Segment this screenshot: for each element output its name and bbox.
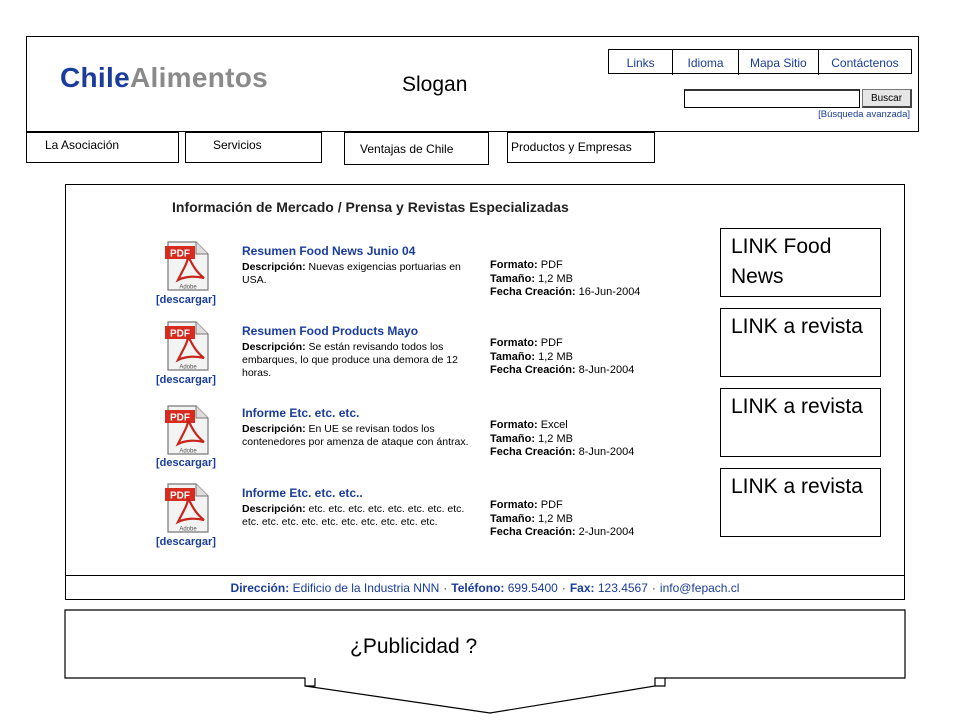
item-title-link[interactable]: Informe Etc. etc. etc.. [242, 486, 363, 500]
svg-text:PDF: PDF [170, 248, 190, 260]
side-link-revista-3[interactable]: LINK a revista [720, 468, 881, 537]
footer-address: Edificio de la Industria NNN [292, 581, 440, 595]
item-meta: Formato: PDF Tamaño: 1,2 MB Fecha Creación: 2-Jun-2004 [490, 499, 635, 538]
search-input[interactable] [684, 89, 860, 108]
advertising-panel[interactable] [0, 600, 960, 720]
item-description: Descripción: Nuevas exigencias portuarias en USA. [242, 261, 461, 286]
nav-tab-ventajas-de-chile[interactable] [344, 132, 489, 165]
item-meta: Formato: PDF Tamaño: 1,2 MB Fecha Creación: 8-Jun-2004 [490, 337, 635, 376]
item-meta: Formato: PDF Tamaño: 1,2 MB Fecha Creación: 16-Jun-2004 [490, 259, 641, 298]
download-link[interactable]: [descargar] [156, 457, 216, 469]
search-button[interactable]: Buscar [862, 89, 912, 108]
nav-tab-label: Ventajas de Chile [360, 142, 454, 156]
footer-phone-label: Teléfono: [451, 581, 505, 595]
nav-tab-label: La Asociación [45, 138, 120, 152]
svg-text:Adobe: Adobe [179, 448, 197, 455]
footer-separator: · [561, 581, 566, 595]
advanced-search-link[interactable]: [Búsqueda avanzada] [818, 109, 910, 120]
footer-contact-bar [65, 575, 905, 600]
item-description: Descripción: etc. etc. etc. etc. etc. etc. etc. etc. etc. etc. etc. etc. etc. etc. etc. etc. etc. etc. [242, 503, 465, 528]
top-link-mapa-sitio[interactable]: Mapa Sitio [739, 50, 819, 75]
svg-text:Adobe: Adobe [179, 364, 197, 371]
side-link-food-news[interactable]: LINK Food News [720, 228, 881, 297]
svg-text:PDF: PDF [170, 490, 190, 502]
nav-tab-label: Servicios [213, 138, 262, 152]
top-link-links[interactable]: Links [609, 50, 673, 75]
pdf-file-icon[interactable] [164, 404, 212, 456]
side-link-revista-1[interactable]: LINK a revista [720, 308, 881, 377]
item-title-link[interactable]: Resumen Food Products Mayo [242, 324, 419, 338]
svg-text:Adobe: Adobe [179, 526, 197, 533]
nav-tab-label: Productos y Empresas [511, 140, 632, 154]
footer-separator: · [651, 581, 656, 595]
nav-tab-productos-y-empresas[interactable] [507, 132, 655, 163]
footer-email-link[interactable]: info@fepach.cl [659, 581, 740, 595]
item-description: Descripción: En UE se revisan todos los contenedores por amenza de ataque con ántrax. [242, 423, 469, 448]
nav-tab-servicios[interactable] [185, 132, 322, 163]
pdf-file-icon[interactable] [164, 482, 212, 534]
logo-part-chile: Chile [60, 62, 130, 93]
nav-tab-la-asociacion[interactable] [26, 132, 179, 163]
footer-phone: 699.5400 [507, 581, 558, 595]
advertising-text: ¿Publicidad ? [350, 635, 478, 658]
download-link[interactable]: [descargar] [156, 536, 216, 548]
pdf-file-icon[interactable] [164, 240, 212, 292]
footer-fax: 123.4567 [597, 581, 648, 595]
footer-address-label: Dirección: [230, 581, 290, 595]
item-title-link[interactable]: Resumen Food News Junio 04 [242, 244, 416, 258]
svg-text:Adobe: Adobe [179, 284, 197, 291]
site-logo[interactable] [60, 62, 268, 94]
download-link[interactable]: [descargar] [156, 374, 216, 386]
item-meta: Formato: Excel Tamaño: 1,2 MB Fecha Creación: 8-Jun-2004 [490, 419, 635, 458]
side-link-revista-2[interactable]: LINK a revista [720, 388, 881, 457]
slogan: Slogan [402, 73, 468, 96]
svg-text:PDF: PDF [170, 412, 190, 424]
top-links-bar [608, 49, 912, 74]
pdf-file-icon[interactable] [164, 320, 212, 372]
top-link-contactenos[interactable]: Contáctenos [831, 55, 899, 70]
logo-part-alimentos: Alimentos [129, 62, 269, 93]
item-description: Descripción: Se están revisando todos los embarques, lo que produce una demora de 12 horas. [242, 341, 458, 379]
footer-fax-label: Fax: [569, 581, 595, 595]
footer-separator: · [443, 581, 448, 595]
top-link-idioma[interactable]: Idioma [673, 50, 738, 75]
section-title: Información de Mercado / Prensa y Revistas Especializadas [172, 199, 569, 215]
item-title-link[interactable]: Informe Etc. etc. etc. [242, 406, 360, 420]
download-link[interactable]: [descargar] [156, 294, 216, 306]
svg-text:PDF: PDF [170, 328, 190, 340]
